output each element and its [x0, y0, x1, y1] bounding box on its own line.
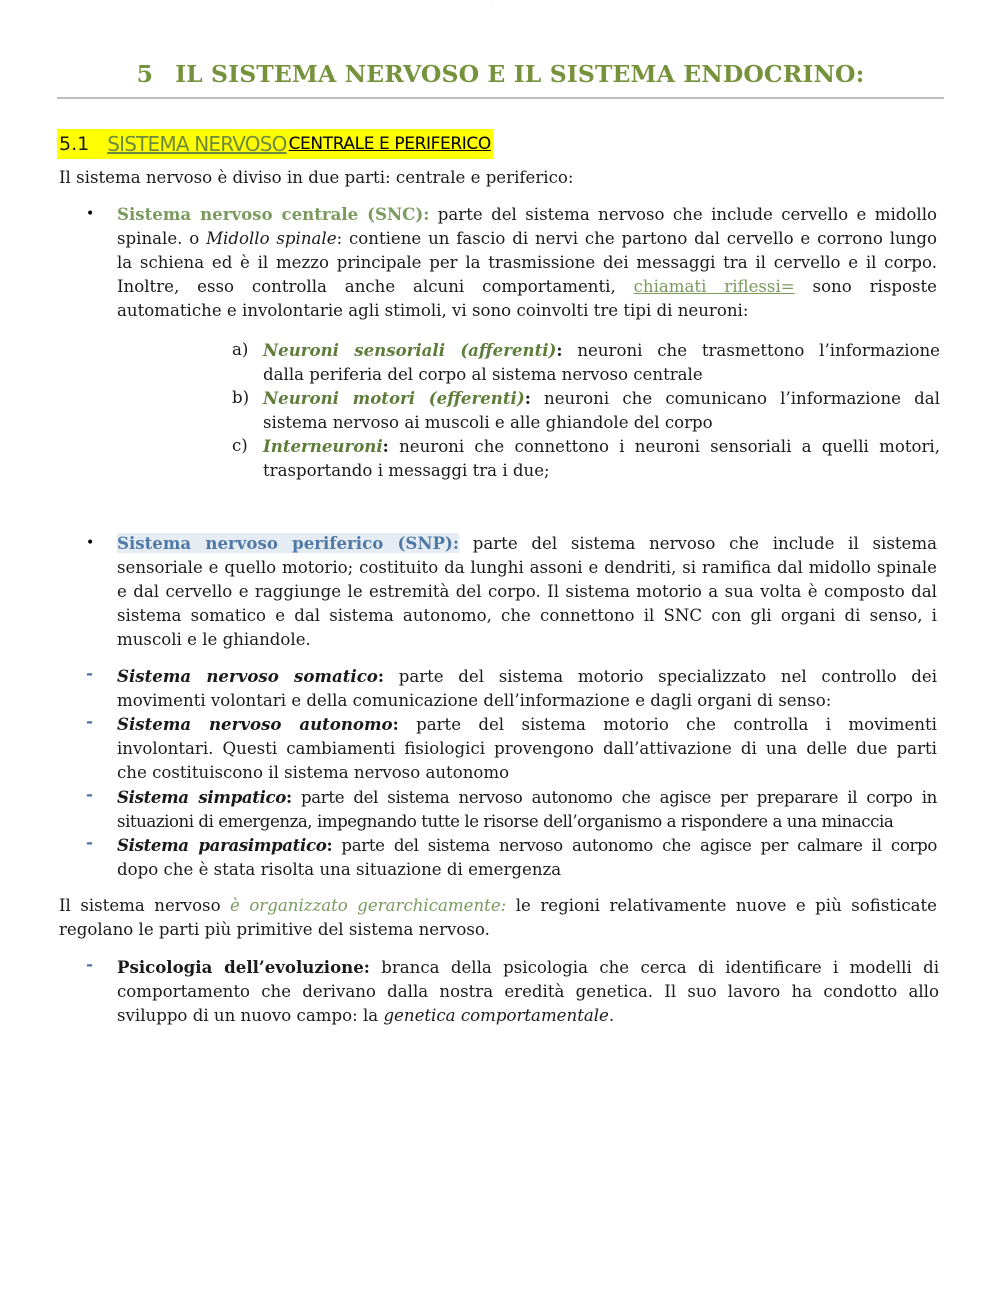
bullet-snc: •	[86, 206, 95, 222]
neuron-item-sensoriali: Neuroni sensoriali (afferenti): neuroni che trasmettono l’informazione dalla periferia del corpo al sistema nervoso centrale	[263, 340, 940, 384]
neuron-label-c: c)	[232, 436, 248, 455]
interneuroni-term: Interneuroni	[263, 436, 383, 456]
dash-parasimpatico: -	[86, 833, 94, 853]
header-mark: ···	[490, 0, 493, 4]
simpatico-item: Sistema simpatico: parte del sistema nervoso autonomo che agisce per preparare il corpo in situazioni di emergenza, impegnando tutte le risorse dell’organismo a rispondere a una minaccia	[117, 787, 937, 831]
parasimpatico-item: Sistema parasimpatico: parte del sistema nervoso autonomo che agisce per calmare il corpo dopo che è stata risolta una situazione di emergenza	[117, 835, 938, 879]
neuron-label-a: a)	[232, 340, 249, 359]
chapter-title	[57, 60, 944, 88]
neuroni-motori-term: Neuroni motori (efferenti)	[263, 388, 525, 408]
somatico-item: Sistema nervoso somatico: parte del sistema motorio specializzato nel controllo dei movimenti volontari e della comunicazione dell’informazione e dagli organi di senso:	[117, 666, 937, 710]
hierarchy-paragraph: Il sistema nervoso è organizzato gerarchicamente: le regioni relativamente nuove e più sofisticate regolano le parti più primitive del sistema nervoso.	[59, 896, 937, 939]
dash-somatico: -	[86, 664, 94, 684]
autonomo-term: Sistema nervoso autonomo	[117, 714, 393, 734]
section-title-rest: CENTRALE E PERIFERICO	[288, 134, 491, 154]
chapter-number: 5	[136, 60, 154, 88]
section-title-highlight: SISTEMA NERVOSO	[107, 132, 287, 156]
bullet-snp: •	[86, 535, 95, 551]
snc-term: Sistema nervoso centrale (SNC):	[117, 204, 430, 224]
dash-evoluzione: -	[86, 955, 94, 975]
midollo-spinale-term: Midollo spinale	[206, 229, 337, 248]
snc-paragraph: Sistema nervoso centrale (SNC): parte del sistema nervoso che include cervello e midollo spinale. o Midollo spinale: contiene un fascio di nervi che partono dal cervello e corrono lungo la schiena ed è il mezzo principale per la trasmissione dei messaggi tra il cervello e il corpo. Inoltre, esso controlla anche alcuni comportamenti, chiamati riflessi= sono risposte automatiche e involontarie agli stimoli, vi sono coinvolti tre tipi di neuroni:	[117, 204, 937, 320]
parasimpatico-term: Sistema parasimpatico	[117, 835, 327, 855]
evolution-term: Psicologia dell’evoluzione:	[117, 957, 370, 977]
intro-paragraph: Il sistema nervoso è diviso in due parti: centrale e periferico:	[59, 168, 574, 187]
snp-term: Sistema nervoso periferico (SNP):	[117, 533, 459, 553]
snp-paragraph: Sistema nervoso periferico (SNP): parte del sistema nervoso che include il sistema sensoriale e quello motorio; costituito da lunghi assoni e dendriti, si ramifica dal midollo spinale e dal cervello e raggiunge le estremità del corpo. Il sistema motorio a sua volta è composto dal sistema somatico e dal sistema autonomo, che connettono il SNC con gli organi di senso, i muscoli e le ghiandole.	[117, 533, 937, 649]
title-divider	[57, 97, 944, 99]
chapter-title-text: IL SISTEMA NERVOSO E IL SISTEMA ENDOCRINO:	[175, 60, 865, 88]
dash-simpatico: -	[86, 785, 94, 805]
neuron-item-motori: Neuroni motori (efferenti): neuroni che comunicano l’informazione dal sistema nervoso ai muscoli e alle ghiandole del corpo	[263, 388, 940, 432]
evolution-item: Psicologia dell’evoluzione: branca della psicologia che cerca di identificare i modelli di comportamento che derivano dalla nostra eredità genetica. Il suo lavoro ha condotto allo sviluppo di un nuovo campo: la genetica comportamentale.	[117, 957, 940, 1025]
riflessi-link[interactable]: chiamati riflessi=	[633, 277, 795, 296]
simpatico-term: Sistema simpatico	[117, 787, 286, 807]
neuron-item-interneuroni: Interneuroni: neuroni che connettono i neuroni sensoriali a quelli motori, trasportando i messaggi tra i due;	[263, 436, 940, 480]
somatico-term: Sistema nervoso somatico	[117, 666, 378, 686]
neuron-label-b: b)	[232, 388, 250, 407]
genetica-comportamentale-term: genetica comportamentale	[383, 1006, 609, 1025]
section-heading	[57, 129, 493, 159]
gerarchicamente-term: è organizzato gerarchicamente:	[230, 896, 507, 915]
dash-autonomo: -	[86, 712, 94, 732]
neuroni-sensoriali-term: Neuroni sensoriali (afferenti)	[263, 340, 557, 360]
section-number: 5.1	[59, 133, 90, 155]
autonomo-item: Sistema nervoso autonomo: parte del sistema motorio che controlla i movimenti involontari. Questi cambiamenti fisiologici provengono dall’attivazione di una delle due parti che costituiscono il sistema nervoso autonomo	[117, 714, 937, 782]
